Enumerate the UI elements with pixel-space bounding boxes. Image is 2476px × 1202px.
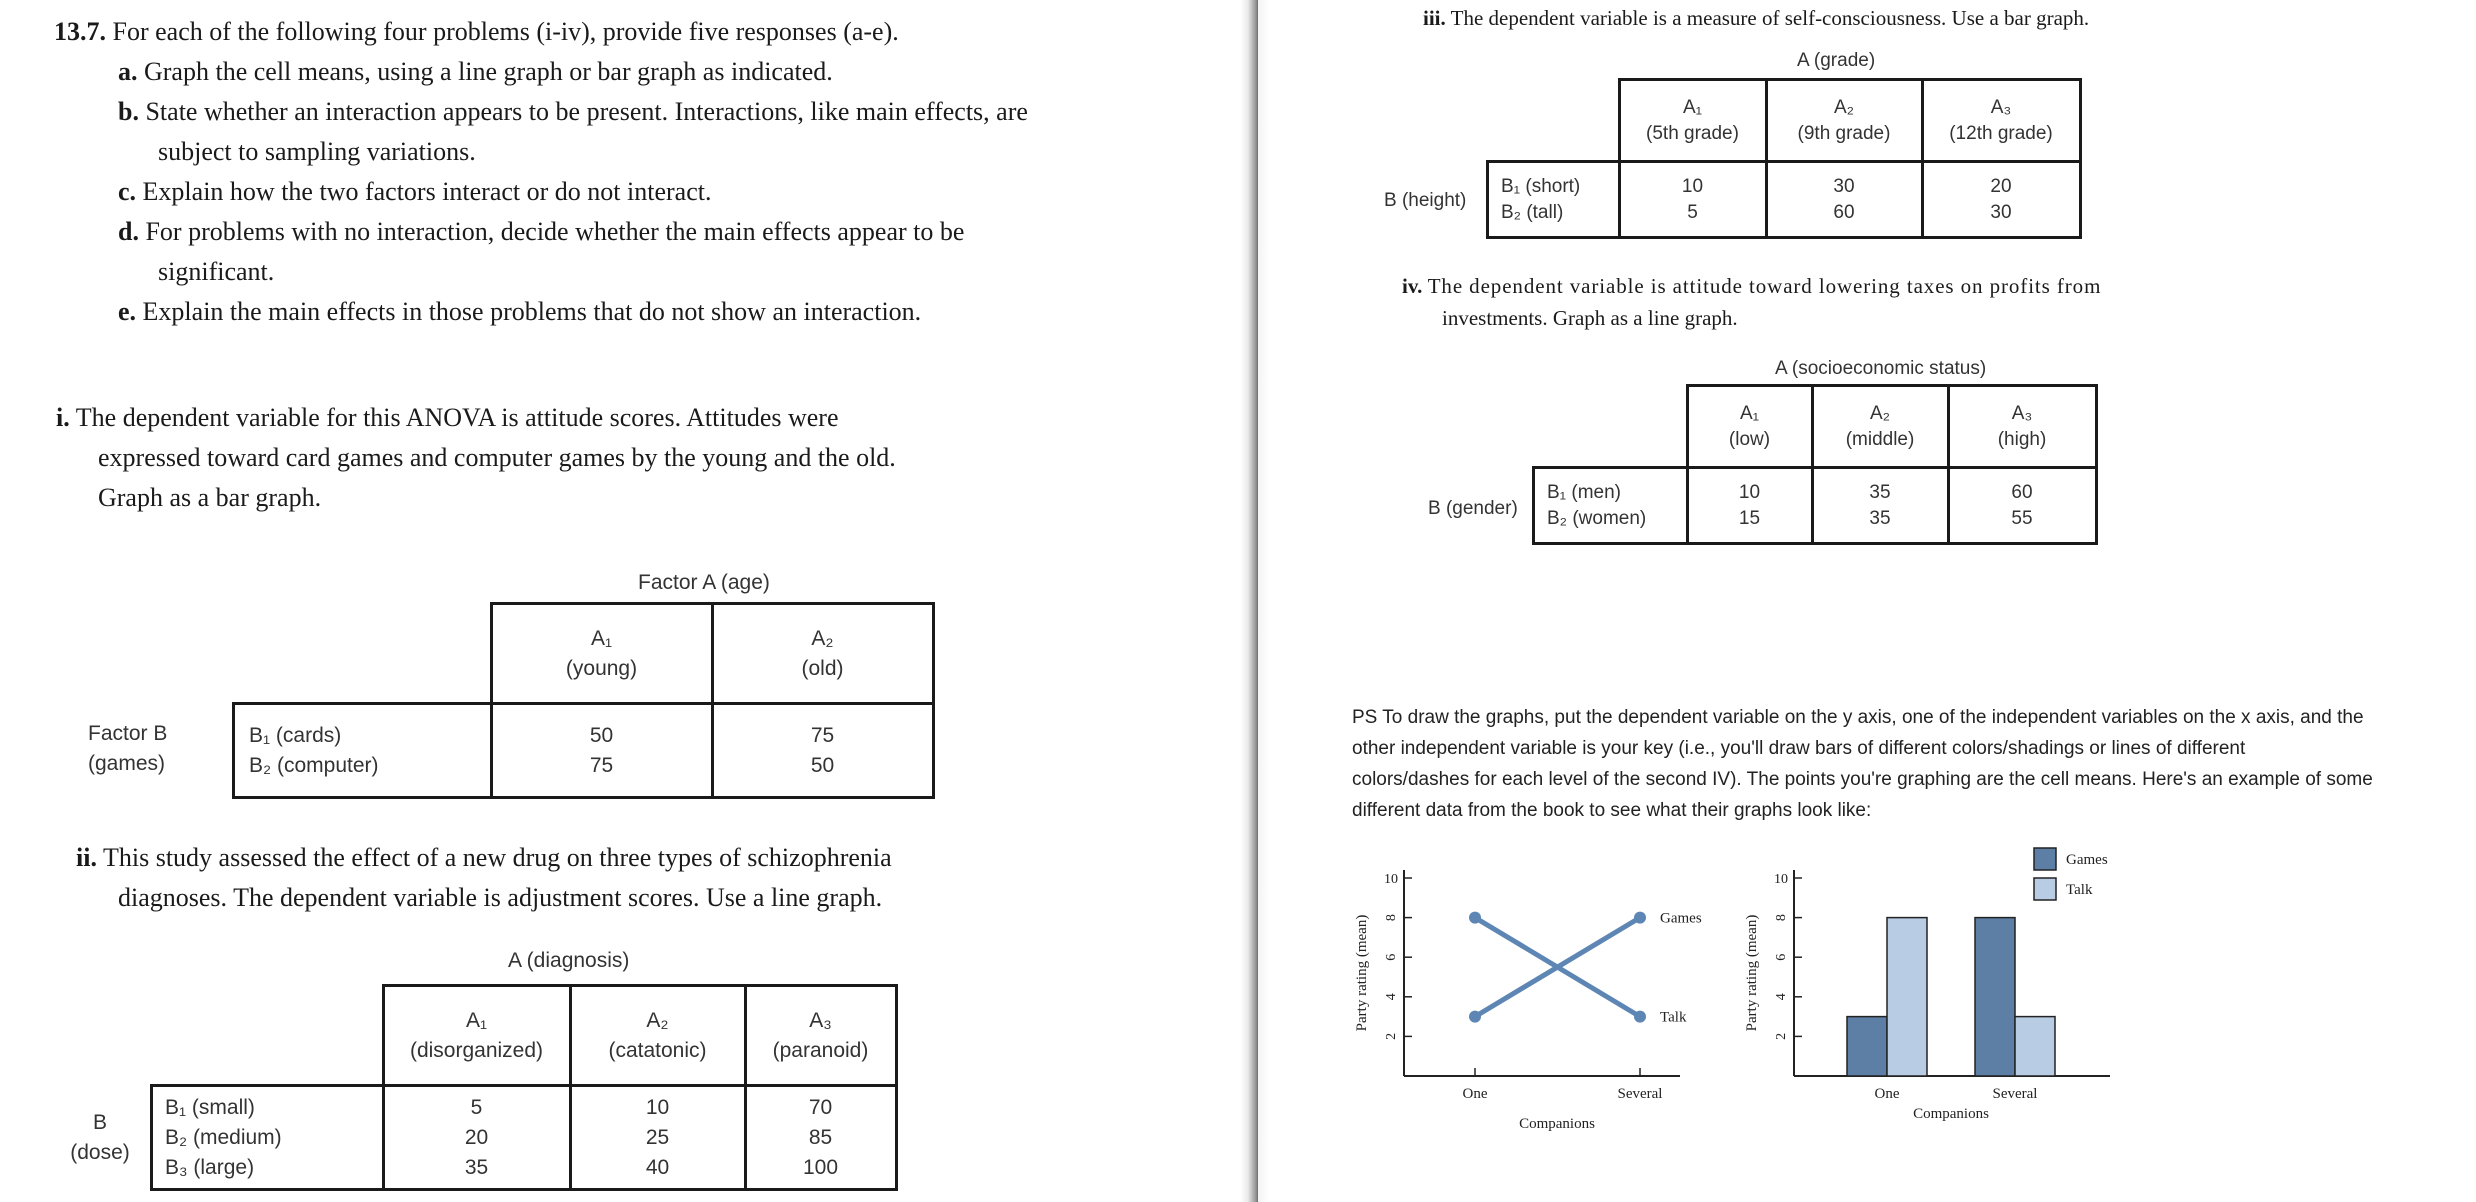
cell-value: 75 — [589, 753, 614, 777]
row-label: B₂ (medium) — [165, 1125, 282, 1149]
cell-value: 60 — [2011, 481, 2033, 503]
column-symbol: A₂ — [646, 1008, 669, 1032]
row-header — [1488, 162, 1620, 238]
cell-value: 20 — [1990, 175, 2012, 197]
part-iii-factor-b — [1384, 186, 1466, 216]
table-cell — [383, 1086, 570, 1190]
row-label: B₁ (cards) — [249, 723, 342, 747]
empty-corner — [152, 986, 384, 1086]
legend-label: Talk — [2066, 882, 2093, 898]
ps-note-line: other independent variable is your key (i.e., you'll draw bars of different colors/shadings or lines of different — [1352, 738, 2246, 759]
response-letter: e. — [118, 297, 137, 326]
cell-value: 30 — [1990, 201, 2012, 223]
series-label: Games — [1660, 910, 1702, 927]
cell-value: 50 — [589, 723, 614, 747]
part-iii-factor-a — [1797, 46, 1875, 76]
factor-label: (dose) — [70, 1141, 130, 1164]
response-letter: b. — [118, 97, 139, 126]
part-numeral: i. — [56, 403, 70, 432]
part-iv-factor-a — [1775, 354, 1986, 384]
row-label: B₂ (women) — [1547, 507, 1647, 529]
example-line-chart — [1350, 848, 1730, 1148]
column-header — [1922, 80, 2080, 162]
column-symbol: A₁ — [1682, 96, 1703, 118]
x-tick-label: One — [1462, 1086, 1488, 1102]
column-label: (paranoid) — [772, 1038, 869, 1062]
column-header — [1619, 80, 1766, 162]
column-header — [491, 604, 712, 704]
column-header — [1812, 386, 1948, 468]
response-e — [118, 292, 921, 332]
response-c — [118, 172, 711, 212]
part-i-factor-b — [88, 719, 167, 779]
y-axis-label: Party rating (mean) — [1354, 914, 1370, 1032]
part-iv-table — [1532, 384, 2098, 545]
part-iii-table — [1486, 78, 2082, 239]
column-symbol: A₃ — [809, 1008, 832, 1032]
factor-label: B (height) — [1384, 190, 1467, 211]
part-text: The dependent variable is attitude toward lowering taxes on profits from — [1427, 274, 2102, 298]
y-tick-label: 6 — [1774, 953, 1790, 961]
table-cell — [1619, 162, 1766, 238]
part-i-line3: Graph as a bar graph. — [98, 483, 322, 512]
factor-label: A (socioeconomic status) — [1775, 358, 1987, 379]
data-point — [1634, 1011, 1646, 1023]
part-text: This study assessed the effect of a new drug on three types of schizophrenia — [102, 843, 892, 872]
response-letter: a. — [118, 57, 138, 86]
bar — [2015, 1017, 2055, 1076]
column-header — [1948, 386, 2096, 468]
cell-value: 75 — [810, 723, 835, 747]
x-axis-label: Companions — [1913, 1106, 1989, 1122]
part-ii-line1 — [76, 838, 892, 878]
cell-value: 55 — [2011, 507, 2033, 529]
page-gutter — [1240, 0, 1260, 1202]
row-header — [152, 1086, 384, 1190]
x-tick-label: Several — [1992, 1086, 2038, 1102]
response-letter: c. — [118, 177, 137, 206]
response-text: Graph the cell means, using a line graph or bar graph as indicated. — [144, 57, 833, 86]
factor-label: A (grade) — [1797, 50, 1876, 71]
row-label: B₁ (short) — [1501, 175, 1581, 197]
data-point — [1634, 912, 1646, 924]
factor-label: B (gender) — [1428, 498, 1518, 519]
x-axis-label: Companions — [1519, 1116, 1595, 1132]
column-header — [570, 986, 745, 1086]
column-symbol: A₂ — [1869, 402, 1891, 424]
example-bar-chart — [1740, 840, 2140, 1150]
row-label: B₃ (large) — [165, 1155, 255, 1179]
cell-value: 40 — [645, 1155, 670, 1179]
ps-note-line: colors/dashes for each level of the second IV). The points you're graphing are the cell means. Here's an example of some — [1352, 769, 2373, 790]
column-header — [1766, 80, 1922, 162]
cell-value: 15 — [1738, 507, 1761, 529]
legend-label: Games — [2066, 852, 2108, 868]
series-label: Talk — [1660, 1009, 1687, 1026]
row-label: B₂ (tall) — [1501, 201, 1564, 223]
data-point — [1469, 912, 1481, 924]
y-tick-label: 6 — [1384, 953, 1400, 961]
response-a — [118, 52, 833, 92]
part-ii-line2: diagnoses. The dependent variable is adjustment scores. Use a line graph. — [118, 883, 883, 912]
factor-label: Factor B — [88, 722, 168, 745]
cell-value: 35 — [464, 1155, 489, 1179]
cell-value: 25 — [645, 1125, 670, 1149]
bar — [1847, 1017, 1887, 1076]
response-text: Explain the main effects in those problems that do not show an interaction. — [142, 297, 922, 326]
response-d-cont: significant. — [158, 257, 275, 286]
page-gutter-right — [1258, 0, 1270, 1202]
table-cell — [1766, 162, 1922, 238]
part-i-factor-a — [638, 568, 770, 598]
column-symbol: A₂ — [1833, 96, 1855, 118]
cell-value: 10 — [1681, 175, 1704, 197]
legend-swatch — [2034, 878, 2056, 900]
data-point — [1469, 1011, 1481, 1023]
part-ii-factor-a — [508, 946, 629, 976]
column-symbol: A₁ — [590, 626, 613, 650]
response-b-cont: subject to sampling variations. — [158, 137, 476, 166]
table-cell — [1812, 468, 1948, 544]
column-header — [745, 986, 896, 1086]
row-header — [234, 704, 492, 798]
response-b — [118, 92, 1028, 132]
part-ii-table — [150, 984, 898, 1191]
y-tick-label: 4 — [1774, 993, 1790, 1001]
x-tick-label: Several — [1617, 1086, 1663, 1102]
problem-number: 13.7. — [54, 17, 106, 46]
table-cell — [712, 704, 933, 798]
y-tick-label: 2 — [1384, 1032, 1400, 1040]
y-tick-label: 8 — [1384, 914, 1400, 922]
table-cell — [1922, 162, 2080, 238]
cell-value: 5 — [1687, 201, 1698, 223]
cell-value: 60 — [1833, 201, 1855, 223]
cell-value: 35 — [1869, 481, 1891, 503]
table-cell — [745, 1086, 896, 1190]
cell-value: 100 — [802, 1155, 839, 1179]
part-numeral: iv. — [1402, 274, 1423, 298]
x-tick-label: One — [1874, 1086, 1900, 1102]
ps-note-line: different data from the book to see what their graphs look like: — [1352, 800, 1872, 821]
part-iv-factor-b — [1428, 494, 1518, 524]
ps-note — [1352, 702, 2462, 826]
column-symbol: A₁ — [465, 1008, 488, 1032]
factor-label: (games) — [88, 752, 166, 775]
column-header — [383, 986, 570, 1086]
column-label: (low) — [1728, 428, 1771, 450]
part-i-line2: expressed toward card games and computer games by the young and the old. — [98, 443, 896, 472]
column-symbol: A₃ — [1990, 96, 2012, 118]
empty-corner — [1534, 386, 1688, 468]
part-text: The dependent variable is a measure of self-consciousness. Use a bar graph. — [1450, 6, 2090, 30]
column-symbol: A₂ — [811, 626, 834, 650]
part-ii-factor-b — [62, 1108, 138, 1168]
column-label: (9th grade) — [1797, 122, 1891, 144]
table-cell — [1948, 468, 2096, 544]
part-text: The dependent variable for this ANOVA is attitude scores. Attitudes were — [75, 403, 839, 432]
column-label: (young) — [565, 656, 638, 680]
bar — [1887, 918, 1927, 1076]
problem-intro-text: For each of the following four problems (i-iv), provide five responses (a-e). — [112, 17, 899, 46]
cell-value: 10 — [645, 1095, 670, 1119]
bar — [1975, 918, 2015, 1076]
response-d — [118, 212, 964, 252]
factor-label: Factor A (age) — [638, 571, 770, 594]
legend-swatch — [2034, 848, 2056, 870]
empty-corner — [1488, 80, 1620, 162]
column-header — [712, 604, 933, 704]
y-tick-label: 4 — [1384, 993, 1400, 1001]
y-tick-label: 10 — [1384, 872, 1398, 887]
response-text: Explain how the two factors interact or do not interact. — [142, 177, 712, 206]
table-cell — [570, 1086, 745, 1190]
column-label: (high) — [1997, 428, 2047, 450]
table-cell — [1687, 468, 1812, 544]
cell-value: 70 — [808, 1095, 833, 1119]
row-label: B₂ (computer) — [249, 753, 379, 777]
part-iv-line2: investments. Graph as a line graph. — [1442, 306, 1738, 330]
empty-corner — [234, 604, 492, 704]
part-iii-line1 — [1423, 2, 2089, 34]
part-numeral: ii. — [76, 843, 97, 872]
cell-value: 35 — [1869, 507, 1891, 529]
row-header — [1534, 468, 1688, 544]
factor-label: A (diagnosis) — [508, 949, 630, 972]
factor-label: B — [92, 1111, 107, 1134]
row-label: B₁ (men) — [1547, 481, 1621, 503]
part-iv-line1 — [1402, 270, 2101, 302]
row-label: B₁ (small) — [165, 1095, 255, 1119]
column-label: (12th grade) — [1949, 122, 2053, 144]
response-letter: d. — [118, 217, 139, 246]
cell-value: 30 — [1833, 175, 1855, 197]
column-label: (disorganized) — [409, 1038, 544, 1062]
column-header — [1687, 386, 1812, 468]
table-cell — [491, 704, 712, 798]
y-axis-label: Party rating (mean) — [1744, 914, 1760, 1032]
cell-value: 5 — [470, 1095, 483, 1119]
response-text: For problems with no interaction, decide whether the main effects appear to be — [145, 217, 965, 246]
ps-note-line: PS To draw the graphs, put the dependent variable on the y axis, one of the independent variables on the x axis, and the — [1352, 707, 2364, 728]
column-symbol: A₃ — [2011, 402, 2033, 424]
column-label: (old) — [801, 656, 844, 680]
y-tick-label: 8 — [1774, 914, 1790, 922]
y-tick-label: 10 — [1774, 872, 1788, 887]
column-label: (middle) — [1845, 428, 1915, 450]
part-numeral: iii. — [1423, 6, 1446, 30]
cell-value: 50 — [810, 753, 835, 777]
part-i-table — [232, 602, 935, 799]
response-text: State whether an interaction appears to be present. Interactions, like main effects, are — [145, 97, 1028, 126]
cell-value: 85 — [808, 1125, 833, 1149]
problem-intro — [54, 12, 899, 52]
cell-value: 10 — [1738, 481, 1761, 503]
column-symbol: A₁ — [1739, 402, 1760, 424]
part-i-line1 — [56, 398, 839, 438]
column-label: (5th grade) — [1646, 122, 1739, 144]
y-tick-label: 2 — [1774, 1032, 1790, 1040]
cell-value: 20 — [464, 1125, 489, 1149]
column-label: (catatonic) — [608, 1038, 707, 1062]
